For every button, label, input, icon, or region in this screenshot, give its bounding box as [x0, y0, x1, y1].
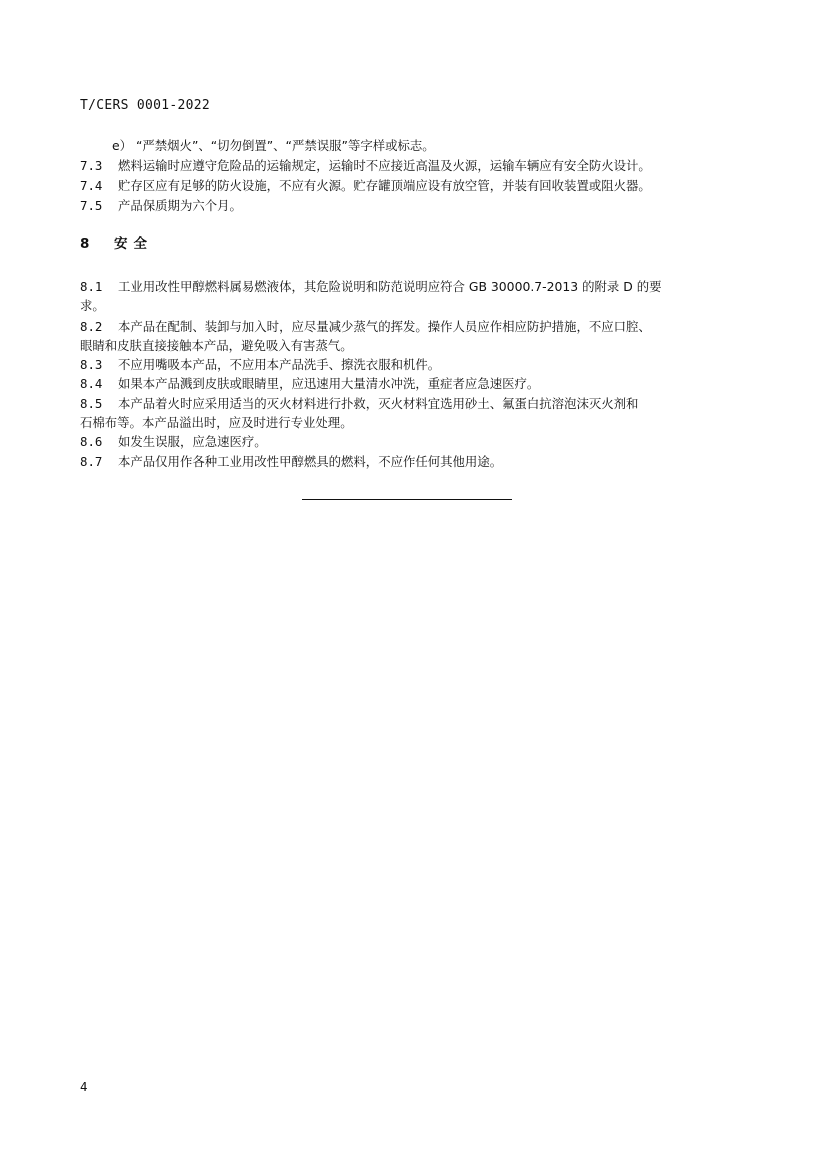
end-of-document-rule [302, 499, 512, 500]
clause-number: 8.4 [80, 376, 103, 391]
section-number: 8 [80, 236, 90, 252]
clause-7-5 [80, 196, 740, 215]
clause-8-5-continuation: 石棉布等。本产品溢出时，应及时进行专业处理。 [80, 415, 353, 430]
clause-number: 8.3 [80, 357, 103, 372]
clause-number: 7.4 [80, 178, 103, 193]
clause-8-4 [80, 374, 740, 393]
clause-text: 不应用嘴吸本产品，不应用本产品洗手、擦洗衣服和机件。 [118, 357, 441, 372]
clause-text: 贮存区应有足够的防火设施，不应有火源。贮存罐顶端应设有放空管，并装有回收装置或阻火器。 [118, 178, 651, 193]
clause-text: 如果本产品溅到皮肤或眼睛里，应迅速用大量清水冲洗，重症者应急速医疗。 [118, 376, 540, 391]
clause-number: 8.5 [80, 396, 103, 411]
clause-number: 8.1 [80, 279, 103, 294]
clause-text: 燃料运输时应遵守危险品的运输规定，运输时不应接近高温及火源，运输车辆应有安全防火设计。 [118, 158, 651, 173]
clause-8-2 [80, 317, 740, 336]
clause-text: 产品保质期为六个月。 [118, 198, 242, 213]
clause-7-4 [80, 176, 740, 195]
clause-number: 8.2 [80, 319, 103, 334]
section-title: 安全 [114, 236, 153, 252]
clause-8-3 [80, 355, 740, 374]
clause-8-7 [80, 452, 740, 471]
clause-8-2-continuation: 眼睛和皮肤直接接触本产品，避免吸入有害蒸气。 [80, 338, 353, 353]
document-id-header: T/CERS 0001-2022 [80, 98, 211, 113]
list-item-e [80, 136, 772, 155]
clause-number: 7.5 [80, 198, 103, 213]
clause-8-1 [80, 277, 740, 296]
clause-text: 本产品仅用作各种工业用改性甲醇燃具的燃料，不应作任何其他用途。 [118, 454, 503, 469]
clause-text: 如发生误服，应急速医疗。 [118, 434, 267, 449]
clause-text: 工业用改性甲醇燃料属易燃液体，其危险说明和防范说明应符合 GB 30000.7-2013 的附录 D 的要 [118, 279, 662, 294]
list-item-text: “严禁烟火”、“切勿倒置”、“严禁误服”等字样或标志。 [135, 138, 435, 153]
clause-8-6 [80, 432, 740, 451]
clause-number: 8.6 [80, 434, 103, 449]
list-item-label: e） [112, 138, 133, 153]
clause-text: 本产品着火时应采用适当的灭火材料进行扑救，灭火材料宜选用砂土、氟蛋白抗溶泡沫灭火剂和 [118, 396, 639, 411]
page-number: 4 [80, 1079, 88, 1094]
clause-7-3 [80, 156, 740, 175]
clause-8-1-continuation: 求。 [80, 298, 105, 313]
clause-number: 8.7 [80, 454, 103, 469]
clause-text: 本产品在配制、装卸与加入时，应尽量减少蒸气的挥发。操作人员应作相应防护措施，不应口腔、 [118, 319, 651, 334]
section-heading-8 [80, 232, 153, 252]
clause-number: 7.3 [80, 158, 103, 173]
clause-8-5 [80, 394, 740, 413]
